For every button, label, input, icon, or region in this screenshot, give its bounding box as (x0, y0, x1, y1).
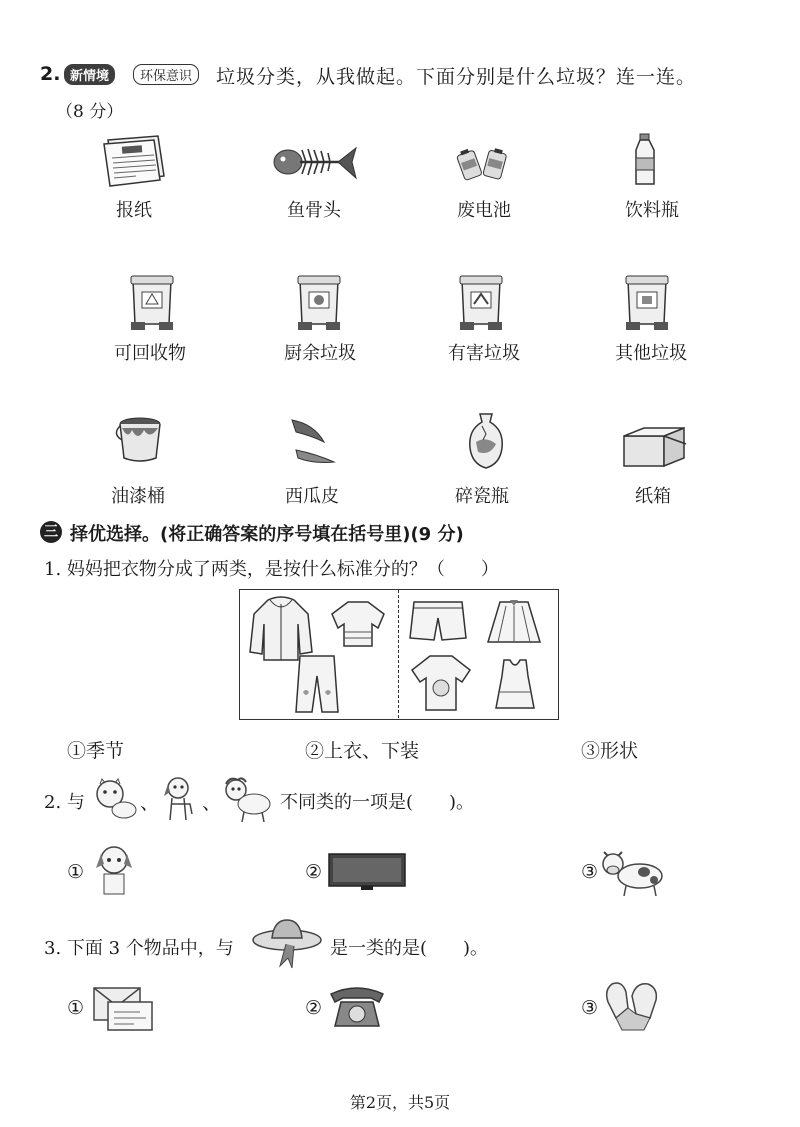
broken-vase-icon (464, 412, 508, 472)
option-mark: ② (305, 861, 323, 883)
lamb-icon (220, 774, 274, 824)
mc2-option-2[interactable] (305, 861, 322, 883)
kitchen-waste-bin-icon (294, 274, 344, 334)
option-text: 形状 (600, 740, 639, 762)
other-waste-bin-icon (622, 274, 672, 334)
mc3-prefix: 3. 下面 3 个物品中，与 (44, 938, 234, 959)
q2-number: 2. (40, 63, 61, 85)
section-marker-text: 三 (44, 524, 58, 540)
bin-label-recyclable: 可回收物 (114, 343, 186, 364)
shorts-icon (408, 598, 468, 646)
mc3-option-2[interactable] (305, 997, 322, 1019)
item-label-bottle: 饮料瓶 (625, 200, 679, 221)
puppy-option-icon[interactable] (90, 842, 142, 900)
option-text: 季节 (86, 740, 125, 762)
section-title: 择优选择。(将正确答案的序号填在括号里)(9 分) (70, 524, 464, 545)
mc2-suffix: 不同类的一项是( )。 (280, 792, 475, 813)
tiger-cub-icon (90, 776, 140, 822)
mc2-option-1[interactable] (67, 861, 84, 883)
q2-score: （8 分） (56, 102, 124, 122)
mc2-option-3[interactable] (581, 861, 598, 883)
option-mark: ① (67, 740, 87, 762)
clothes-image-box (239, 589, 559, 720)
item-label-broken-vase: 碎瓷瓶 (455, 486, 509, 507)
mc3-option-3[interactable] (581, 997, 598, 1019)
clothes-divider (398, 590, 399, 718)
mc2-sep2: 、 (202, 792, 222, 814)
pants-icon (292, 652, 342, 716)
cow-option-icon[interactable] (600, 846, 666, 898)
paint-bucket-icon (114, 414, 166, 464)
sun-hat-icon (250, 914, 324, 970)
mc2-sep1: 、 (140, 792, 160, 814)
item-label-newspaper: 报纸 (116, 200, 152, 221)
section-marker (40, 521, 62, 543)
eco-awareness-tag: 环保意识 (133, 64, 199, 85)
battery-icon (456, 144, 512, 184)
telephone-option-icon[interactable] (327, 984, 387, 1028)
cardboard-box-icon (620, 422, 690, 468)
mc1-question: 1. 妈妈把衣物分成了两类，是按什么标准分的？（ ） (44, 559, 499, 580)
option-mark: ③ (581, 997, 599, 1019)
tv-option-icon[interactable] (327, 852, 407, 892)
item-label-cardboard-box: 纸箱 (635, 486, 671, 507)
option-mark: ② (305, 997, 323, 1019)
option-mark: ③ (581, 740, 601, 762)
option-mark: ① (67, 861, 85, 883)
mc3-option-1[interactable] (67, 997, 84, 1019)
tshirt-icon (408, 652, 474, 714)
item-label-fish-bone: 鱼骨头 (287, 200, 341, 221)
hazardous-bin-icon (456, 274, 506, 334)
mc1-option-2[interactable] (305, 736, 419, 763)
option-mark: ③ (581, 861, 599, 883)
q2-question-text: 垃圾分类，从我做起。下面分别是什么垃圾？连一连。 (216, 66, 697, 88)
mc1-option-1[interactable] (67, 736, 124, 763)
puppy-icon (158, 774, 202, 824)
mc1-option-3[interactable] (581, 736, 638, 763)
mc3-suffix: 是一类的是( )。 (330, 938, 489, 959)
newspaper-icon (100, 132, 170, 188)
option-mark: ② (305, 740, 325, 762)
bin-label-hazardous: 有害垃圾 (448, 343, 520, 364)
mittens-option-icon[interactable] (600, 978, 664, 1034)
bin-label-other: 其他垃圾 (615, 343, 687, 364)
skirt-icon (486, 598, 542, 646)
item-label-battery: 废电池 (457, 200, 511, 221)
tank-top-icon (490, 656, 540, 712)
envelope-option-icon[interactable] (90, 984, 156, 1032)
mc2-prefix: 2. 与 (44, 792, 85, 813)
watermelon-rind-icon (286, 414, 342, 466)
drink-bottle-icon (628, 132, 662, 188)
option-mark: ① (67, 997, 85, 1019)
recycle-bin-icon (127, 274, 177, 334)
fish-bone-icon (272, 142, 362, 186)
page-footer: 第2页，共5页 (349, 1093, 451, 1112)
option-text: 上衣、下装 (324, 740, 420, 762)
sweater-icon (328, 598, 388, 650)
new-context-tag: 新情境 (64, 64, 115, 85)
item-label-paint-bucket: 油漆桶 (111, 486, 165, 507)
item-label-watermelon-rind: 西瓜皮 (285, 486, 339, 507)
bin-label-kitchen: 厨余垃圾 (284, 343, 356, 364)
